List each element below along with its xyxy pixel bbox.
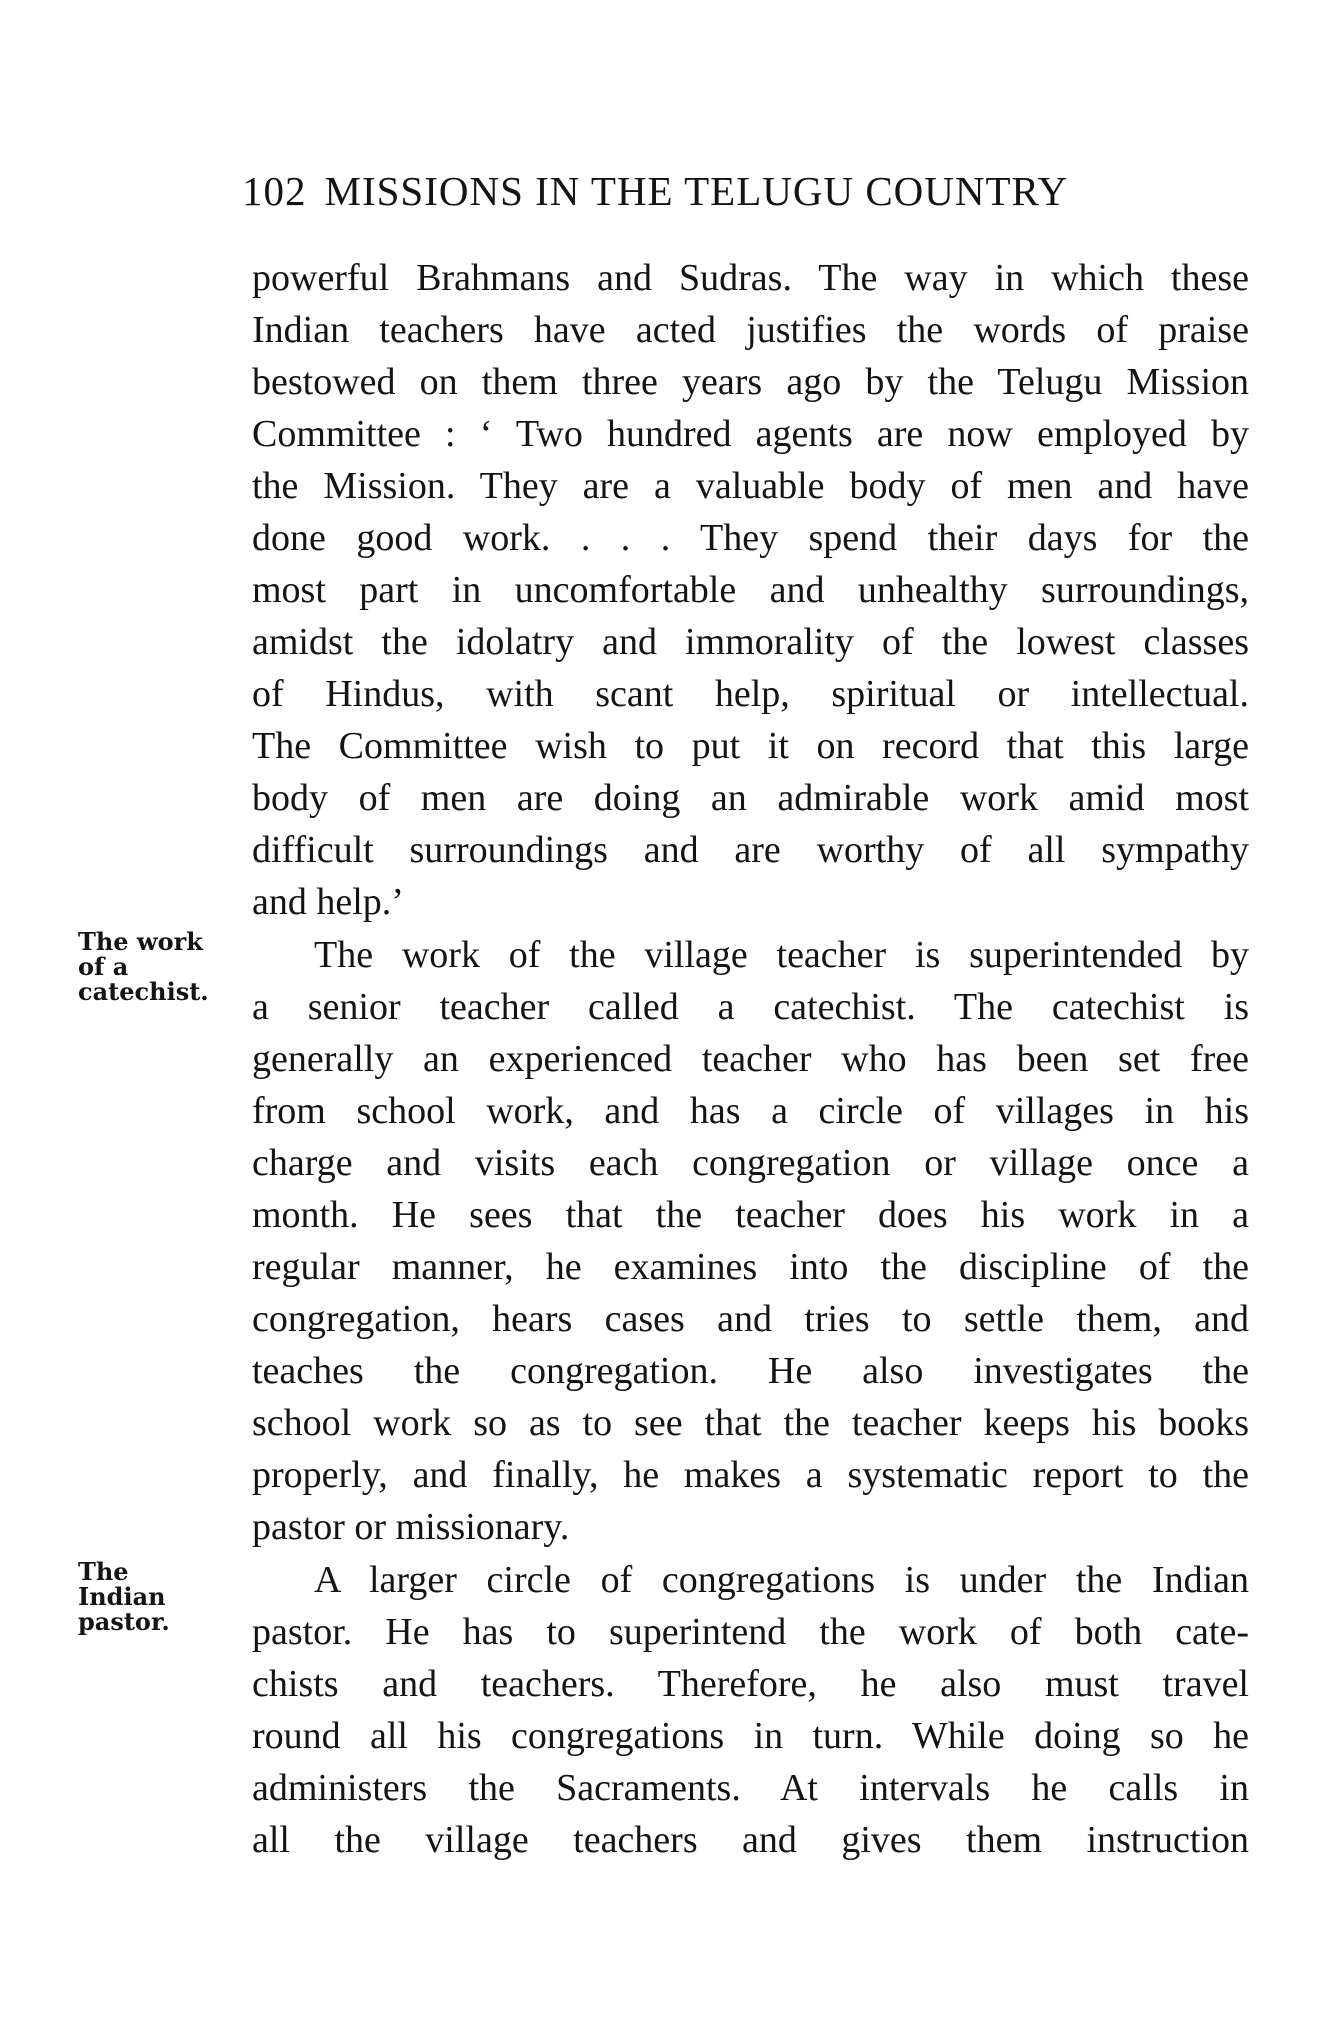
text-line: congregation, hears cases and tries to settle them, and xyxy=(252,1298,1249,1340)
text-line: school work so as to see that the teacher keeps his books xyxy=(252,1402,1249,1444)
text-line: administers the Sacraments. At intervals he calls in xyxy=(252,1767,1249,1809)
text-line: The work of the village teacher is superintended by xyxy=(314,934,1249,976)
text-line: chists and teachers. Therefore, he also must travel xyxy=(252,1663,1249,1705)
text-line: round all his congregations in turn. While doing so he xyxy=(252,1715,1249,1757)
text-line: Committee : ‘ Two hundred agents are now employed by xyxy=(252,413,1249,455)
side-note-pastor xyxy=(78,1559,170,1634)
text-line: pastor. He has to superintend the work of both cate- xyxy=(252,1611,1249,1653)
text-line: The Committee wish to put it on record that this large xyxy=(252,725,1249,767)
text-line: most part in uncomfortable and unhealthy surroundings, xyxy=(252,569,1249,611)
text-line: all the village teachers and gives them instruction xyxy=(252,1819,1249,1861)
text-line: generally an experienced teacher who has been set free xyxy=(252,1038,1249,1080)
side-note-line: The work xyxy=(78,927,203,956)
page-number: 102 xyxy=(242,168,307,214)
side-note-line: of a xyxy=(78,952,129,981)
text-line: done good work. . . . They spend their days for the xyxy=(252,517,1249,559)
text-line: difficult surroundings and are worthy of all sympathy xyxy=(252,829,1249,871)
text-line: teaches the congregation. He also investigates the xyxy=(252,1350,1249,1392)
text-line: properly, and finally, he makes a systematic report to the xyxy=(252,1454,1249,1496)
running-header xyxy=(242,167,1068,215)
text-line: pastor or missionary. xyxy=(252,1506,570,1548)
text-line: powerful Brahmans and Sudras. The way in which these xyxy=(252,257,1249,299)
text-line: regular manner, he examines into the discipline of the xyxy=(252,1246,1249,1288)
text-line: charge and visits each congregation or village once a xyxy=(252,1142,1249,1184)
side-note-line: The xyxy=(78,1557,129,1586)
side-note-catechist xyxy=(78,929,209,1004)
text-line: from school work, and has a circle of villages in his xyxy=(252,1090,1249,1132)
text-line: of Hindus, with scant help, spiritual or intellectual. xyxy=(252,673,1249,715)
side-note-line: catechist. xyxy=(78,977,209,1006)
side-note-line: pastor. xyxy=(78,1607,170,1636)
running-title: MISSIONS IN THE TELUGU COUNTRY xyxy=(324,168,1069,214)
text-line: Indian teachers have acted justifies the words of praise xyxy=(252,309,1249,351)
text-line: body of men are doing an admirable work amid most xyxy=(252,777,1249,819)
side-note-line: Indian xyxy=(78,1582,166,1611)
text-line: a senior teacher called a catechist. The catechist is xyxy=(252,986,1249,1028)
text-line: and help.’ xyxy=(252,881,404,923)
text-line: amidst the idolatry and immorality of the lowest classes xyxy=(252,621,1249,663)
text-line: bestowed on them three years ago by the Telugu Mission xyxy=(252,361,1249,403)
text-line: month. He sees that the teacher does his work in a xyxy=(252,1194,1249,1236)
text-line: the Mission. They are a valuable body of men and have xyxy=(252,465,1249,507)
text-line: A larger circle of congregations is under the Indian xyxy=(314,1559,1249,1601)
